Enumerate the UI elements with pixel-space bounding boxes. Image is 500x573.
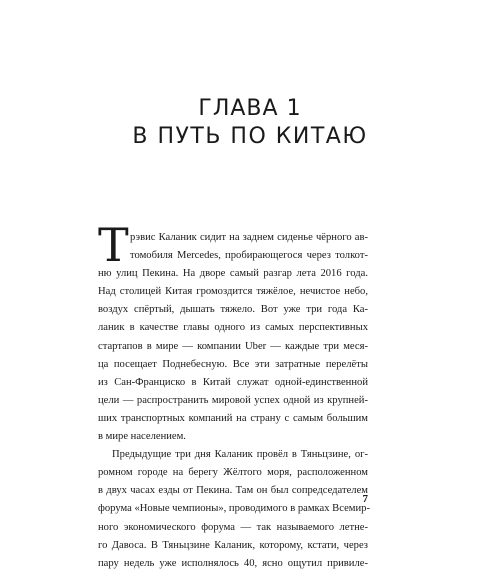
text-line: рэвис Каланик сидит на заднем сиденье чёрного ав- xyxy=(130,232,368,243)
text-line: форума «Новые чемпионы», проводимого в рамках Всемир- xyxy=(98,503,370,515)
text-line: стартапов в мире — компании Uber — каждые три меся- xyxy=(98,340,368,352)
text-line: го Давоса. В Тяньцзине Каланик, которому, кстати, через xyxy=(98,539,368,551)
text-line: Над столицей Китая громоздится тяжёлое, нечистое небо, xyxy=(98,286,368,298)
page-number: 7 xyxy=(362,493,368,505)
drop-cap: Т xyxy=(98,218,129,272)
text-line: ца посещает Поднебесную. Все эти затратные перелёты xyxy=(98,358,368,370)
text-line: цели — распространить мировой успех одной из крупней- xyxy=(98,394,368,406)
text-line: Предыдущие три дня Каланик провёл в Тяньцзине, ог- xyxy=(112,449,368,461)
text-line: из Сан-Франциско в Китай служат одной-единственной xyxy=(98,376,368,388)
text-line: ню улиц Пекина. На дворе самый разгар лета 2016 года. xyxy=(98,268,368,280)
chapter-title: В ПУТЬ ПО КИТАЮ xyxy=(132,124,368,149)
text-line: ромном городе на берегу Жёлтого моря, расположенном xyxy=(98,467,368,479)
text-line: ланик в качестве главы одного из самых перспективных xyxy=(98,322,368,334)
body-text xyxy=(98,218,370,573)
text-line: ного экономического форума — так называемого летне- xyxy=(98,521,368,533)
first-paragraph-opening xyxy=(98,218,368,272)
chapter-label: ГЛАВА 1 xyxy=(198,96,302,121)
text-line: в мире населением. xyxy=(98,431,186,443)
text-line: пару недель уже исполнялось 40, ясно ощутил привиле- xyxy=(98,557,368,569)
text-line: ших транспортных компаний на страну с самым большим xyxy=(98,412,368,424)
text-line: томобиля Mercedes, пробирающегося через толкот- xyxy=(130,250,368,262)
text-line: в двух часах езды от Пекина. Там он был сопредседателем xyxy=(98,485,368,497)
text-line: воздух спёртый, дышать тяжело. Вот уже три года Ка- xyxy=(98,304,368,316)
